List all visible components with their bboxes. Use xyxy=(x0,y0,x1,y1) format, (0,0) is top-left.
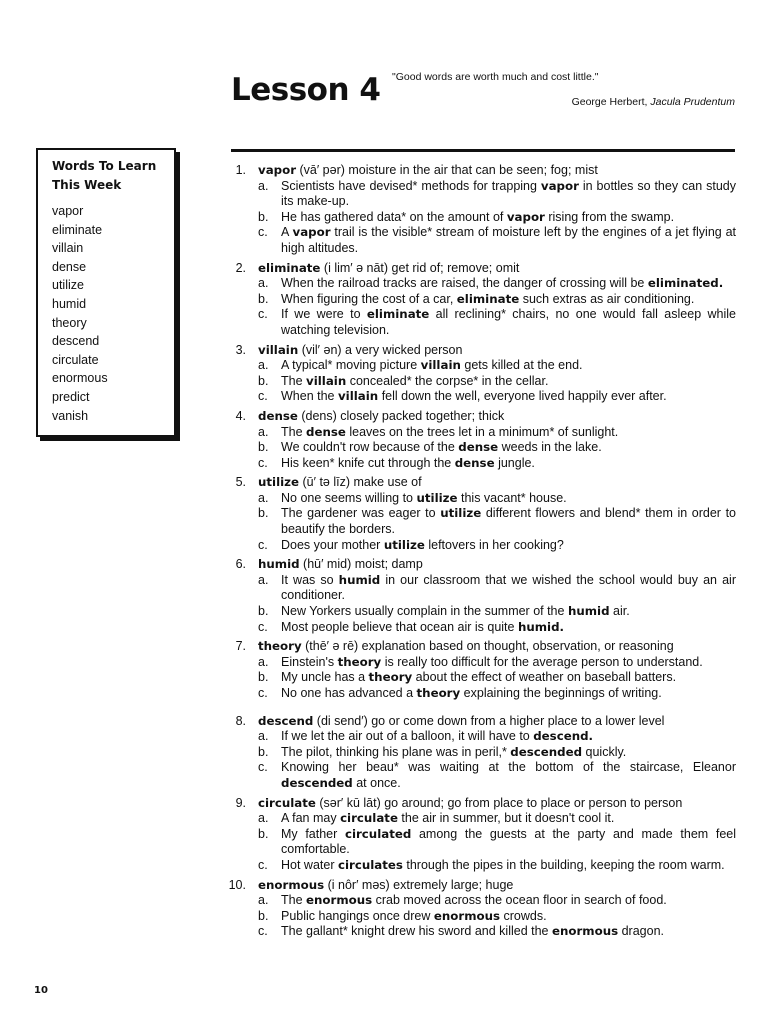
sentence-text: leaves on the trees let in a minimum* of sunlight. xyxy=(345,424,619,439)
sentence-text: A fan may xyxy=(281,811,341,826)
sidebar-word: villain xyxy=(52,241,84,256)
example-sentence xyxy=(258,276,736,292)
sentence-text: Einstein's xyxy=(281,654,338,669)
sentence-keyword: theory xyxy=(337,654,382,669)
sentence-text: trail is the visible* stream of moisture left by the engines of a jet flying at high altitudes. xyxy=(281,225,736,255)
entry-number: 5. xyxy=(235,475,246,490)
sentence-text: No one seems willing to xyxy=(281,490,417,505)
example-sentence xyxy=(258,440,736,456)
sentence-letter: a. xyxy=(258,276,269,291)
sentence-letter: a. xyxy=(258,654,269,669)
sentence-letter: b. xyxy=(258,291,269,306)
sentence-letter: c. xyxy=(258,686,268,700)
sentence-text: When the xyxy=(281,389,338,404)
entry-definition: (i lim′ ə nāt) get rid of; remove; omit xyxy=(320,260,520,275)
entry-headline xyxy=(258,796,736,812)
sentence-keyword: vapor xyxy=(506,209,545,224)
sentence-letter: b. xyxy=(258,604,269,619)
sentence-letter: b. xyxy=(258,826,269,841)
sentence-keyword: eliminate xyxy=(366,307,430,322)
sentence-text: If we were to xyxy=(281,307,367,322)
sentence-text: The xyxy=(281,893,307,908)
entry-word: humid xyxy=(258,557,300,572)
example-sentence xyxy=(258,225,736,256)
sentence-text: The gardener was eager to xyxy=(281,506,441,521)
sentence-letter: a. xyxy=(258,490,269,505)
sentence-keyword: enormous xyxy=(306,893,373,908)
sentence-letter: c. xyxy=(258,307,268,322)
sentence-letter: b. xyxy=(258,506,269,521)
sentence-text: A typical* moving picture xyxy=(281,358,421,373)
sentence-text: When the railroad tracks are raised, the danger of crossing will be xyxy=(281,276,648,291)
sentence-text: about the effect of weather on baseball batters. xyxy=(412,670,677,685)
quote-text: "Good words are worth much and cost little." xyxy=(392,71,599,83)
example-sentence xyxy=(258,924,736,940)
sentence-text: A xyxy=(281,225,293,240)
sentence-text: crab moved across the ocean floor in search of food. xyxy=(372,893,667,908)
entry-number: 4. xyxy=(235,408,246,423)
sentence-keyword: humid xyxy=(567,604,610,619)
sidebar-word: utilize xyxy=(52,278,84,293)
sidebar-word: theory xyxy=(52,315,87,330)
sentence-letter: b. xyxy=(258,373,269,388)
sentence-text: Does your mother xyxy=(281,537,384,552)
example-sentence xyxy=(258,620,736,636)
sentence-keyword: humid. xyxy=(517,619,565,634)
sentence-text: Public hangings once drew xyxy=(281,908,434,923)
lesson-title: Lesson 4 xyxy=(231,72,381,108)
quote-attribution xyxy=(572,95,735,109)
sidebar-word: circulate xyxy=(52,352,99,367)
example-sentence xyxy=(258,686,736,702)
sidebar-word: humid xyxy=(52,296,87,311)
example-sentence xyxy=(258,292,736,308)
sentence-letter: a. xyxy=(258,893,269,908)
sidebar-word: vanish xyxy=(52,408,89,423)
example-sentence xyxy=(258,893,736,909)
sentence-keyword: theory xyxy=(368,670,413,685)
sentence-letter: a. xyxy=(258,424,269,439)
entry-word: enormous xyxy=(258,877,325,892)
sentence-keyword: villain xyxy=(337,389,379,404)
vocab-entry xyxy=(224,343,736,405)
sentence-keyword: eliminate xyxy=(456,291,520,306)
sentence-text: Most people believe that ocean air is quite xyxy=(281,619,518,634)
entry-headline xyxy=(258,409,736,425)
vocab-entry xyxy=(224,409,736,471)
sentence-letter: b. xyxy=(258,670,269,685)
sidebar-word: predict xyxy=(52,389,90,404)
vocab-entry xyxy=(224,796,736,874)
sidebar-word: vapor xyxy=(52,204,84,218)
entry-definition: (vā′ pər) moisture in the air that can be seen; fog; mist xyxy=(296,163,598,177)
example-sentence xyxy=(258,760,736,791)
sentence-letter: b. xyxy=(258,744,269,759)
sentence-text: this vacant* house. xyxy=(457,490,567,505)
entry-definition: (i nôr′ məs) extremely large; huge xyxy=(324,877,514,892)
entry-number: 9. xyxy=(235,795,246,810)
sentence-keyword: descended xyxy=(281,775,353,790)
sidebar-word: enormous xyxy=(52,371,108,386)
sentence-keyword: utilize xyxy=(416,490,458,505)
quote-author: George Herbert, xyxy=(571,96,648,108)
sentence-keyword: circulates xyxy=(337,857,403,872)
entry-word: descend xyxy=(258,713,314,728)
sentence-letter: b. xyxy=(258,908,269,923)
example-sentence xyxy=(258,827,736,858)
entry-definition: (sər′ kū lāt) go around; go from place to place or person to person xyxy=(315,795,683,810)
sentence-letter: a. xyxy=(258,358,269,373)
sentence-keyword: dense xyxy=(454,455,495,470)
sentence-text: gets killed at the end. xyxy=(460,358,583,373)
sentence-text: is really too difficult for the average person to understand. xyxy=(381,654,703,669)
sentence-letter: c. xyxy=(258,760,268,775)
entry-headline xyxy=(258,163,736,179)
sentence-keyword: utilize xyxy=(383,537,425,552)
sentence-text: My uncle has a xyxy=(281,670,369,685)
example-sentence xyxy=(258,491,736,507)
entry-word: vapor xyxy=(258,163,297,177)
sentence-text: the air in summer, but it doesn't cool it. xyxy=(397,811,615,826)
sentence-letter: c. xyxy=(258,537,268,552)
sentence-text: Knowing her beau* was waiting at the bottom of the staircase, Eleanor xyxy=(281,760,736,775)
entry-definition: (hū′ mid) moist; damp xyxy=(299,557,423,572)
sentence-keyword: villain xyxy=(420,358,461,373)
sentence-text: among the guests at the party and made them feel comfortable. xyxy=(281,826,736,857)
sentence-keyword: enormous xyxy=(551,924,619,939)
sentence-keyword: utilize xyxy=(440,506,482,521)
sentence-letter: c. xyxy=(258,619,268,634)
sentence-text: through the pipes in the building, keeping the room warm. xyxy=(402,857,725,872)
sentence-text: weeds in the lake. xyxy=(498,440,602,455)
sentence-text: concealed* the corpse* in the cellar. xyxy=(346,373,549,388)
sentence-text: If we let the air out of a balloon, it will have to xyxy=(281,729,534,744)
example-sentence xyxy=(258,538,736,554)
sentence-text: in our classroom that we wished the school would buy an air conditioner. xyxy=(281,572,736,603)
sentence-letter: c. xyxy=(258,857,268,872)
sentence-keyword: humid xyxy=(338,572,381,587)
example-sentence xyxy=(258,389,736,405)
entry-word: dense xyxy=(258,408,298,423)
entry-headline xyxy=(258,557,736,573)
sentence-text: at once. xyxy=(352,775,401,790)
entry-headline xyxy=(258,878,736,894)
sentence-text: quickly. xyxy=(582,744,627,759)
sentence-text: New Yorkers usually complain in the summer of the xyxy=(281,604,568,619)
vocab-entry xyxy=(224,639,736,701)
sentence-text: all reclining* chairs, no one would fall asleep while watching television. xyxy=(281,307,736,337)
sentence-text: The xyxy=(281,424,307,439)
sentence-keyword: vapor xyxy=(540,178,579,193)
sentence-letter: b. xyxy=(258,440,269,455)
sentence-text: The gallant* knight drew his sword and killed the xyxy=(281,924,552,939)
sentence-keyword: circulate xyxy=(340,811,398,826)
quote-work: Jacula Prudentum xyxy=(650,96,735,108)
example-sentence xyxy=(258,745,736,761)
page-number: 10 xyxy=(34,985,48,996)
sentence-keyword: descend. xyxy=(533,729,594,744)
sentence-text: The xyxy=(281,373,307,388)
sentence-text: The pilot, thinking his plane was in peril,* xyxy=(281,744,511,759)
vocab-entry xyxy=(224,557,736,635)
example-sentence xyxy=(258,811,736,827)
entry-number: 8. xyxy=(235,713,246,728)
sentence-text: leftovers in her cooking? xyxy=(424,537,564,552)
example-sentence xyxy=(258,670,736,686)
sentence-text: No one has advanced a xyxy=(281,686,417,700)
sentence-keyword: eliminated. xyxy=(647,276,724,291)
entry-number: 3. xyxy=(235,342,246,357)
sentence-text: My father xyxy=(281,826,345,841)
sentence-text: When figuring the cost of a car, xyxy=(281,291,457,306)
example-sentence xyxy=(258,729,736,745)
entry-headline xyxy=(258,475,736,491)
sentence-keyword: villain xyxy=(306,373,347,388)
sentence-letter: c. xyxy=(258,455,268,470)
sentence-letter: c. xyxy=(258,225,268,240)
sentence-text: rising from the swamp. xyxy=(544,209,675,224)
sentence-text: Scientists have devised* methods for trapping xyxy=(281,178,541,193)
sentence-letter: a. xyxy=(258,572,269,587)
example-sentence xyxy=(258,210,736,226)
sentence-letter: b. xyxy=(258,209,269,224)
sentence-text: crowds. xyxy=(500,908,547,923)
vocab-entry xyxy=(224,163,736,257)
entry-word: circulate xyxy=(258,795,316,810)
sentence-letter: c. xyxy=(258,389,268,404)
sidebar-word: descend xyxy=(52,334,100,349)
sentence-letter: a. xyxy=(258,178,269,193)
entry-headline xyxy=(258,261,736,277)
entry-word: utilize xyxy=(258,475,300,490)
vocab-entry xyxy=(224,475,736,553)
entry-definition: (dens) closely packed together; thick xyxy=(297,408,505,423)
sentence-keyword: circulated xyxy=(344,826,412,841)
words-to-learn-list xyxy=(52,202,174,425)
sentence-text: such extras as air conditioning. xyxy=(519,291,695,306)
entry-number: 2. xyxy=(235,260,246,275)
header-divider xyxy=(231,149,735,152)
entry-word: villain xyxy=(258,342,299,357)
example-sentence xyxy=(258,374,736,390)
entry-headline xyxy=(258,714,736,730)
entry-number: 10. xyxy=(228,877,246,892)
example-sentence xyxy=(258,179,736,210)
sentence-text: explaining the beginnings of writing. xyxy=(460,686,662,700)
entry-definition: (ū′ tə līz) make use of xyxy=(299,475,422,490)
sentence-letter: c. xyxy=(258,924,268,939)
sentence-text: His keen* knife cut through the xyxy=(281,455,455,470)
entry-definition: (vil′ ən) a very wicked person xyxy=(298,342,463,357)
sentence-keyword: descended xyxy=(510,744,583,759)
example-sentence xyxy=(258,655,736,671)
entry-headline xyxy=(258,343,736,359)
example-sentence xyxy=(258,909,736,925)
example-sentence xyxy=(258,358,736,374)
entry-definition: (thē′ ə rē) explanation based on thought, observation, or reasoning xyxy=(301,639,674,654)
words-to-learn-box xyxy=(36,148,176,437)
sentence-text: Hot water xyxy=(281,857,338,872)
sentence-keyword: dense xyxy=(306,424,346,439)
sentence-letter: a. xyxy=(258,811,269,826)
sentence-keyword: vapor xyxy=(292,225,331,240)
entry-headline xyxy=(258,639,736,655)
vocabulary-entries xyxy=(224,159,736,940)
entry-definition: (di send′) go or come down from a higher place to a lower level xyxy=(313,713,665,728)
example-sentence xyxy=(258,456,736,472)
sentence-text: dragon. xyxy=(618,924,664,939)
sentence-keyword: enormous xyxy=(433,908,501,923)
sentence-text: jungle. xyxy=(494,455,535,470)
sidebar-word: dense xyxy=(52,259,87,274)
sentence-text: different flowers and blend* them in order to beautify the borders. xyxy=(281,506,736,537)
vocab-entry xyxy=(224,878,736,940)
example-sentence xyxy=(258,307,736,338)
example-sentence xyxy=(258,506,736,537)
entry-number: 6. xyxy=(235,557,246,572)
example-sentence xyxy=(258,573,736,604)
sentence-text: We couldn't row because of the xyxy=(281,440,459,455)
entry-word: eliminate xyxy=(258,260,321,275)
entry-number: 1. xyxy=(235,163,246,177)
sentence-text: in bottles so they can study its make-up. xyxy=(281,178,736,209)
words-to-learn-title: Words To Learn This Week xyxy=(52,159,157,192)
entry-number: 7. xyxy=(235,639,246,654)
sentence-text: He has gathered data* on the amount of xyxy=(281,209,507,224)
example-sentence xyxy=(258,604,736,620)
sidebar-word: eliminate xyxy=(52,222,103,237)
sentence-letter: a. xyxy=(258,729,269,744)
vocab-entry xyxy=(224,714,736,792)
sentence-text: air. xyxy=(609,604,630,619)
example-sentence xyxy=(258,858,736,874)
sentence-text: It was so xyxy=(281,572,339,587)
sentence-text: fell down the well, everyone lived happily ever after. xyxy=(378,389,667,404)
sentence-keyword: theory xyxy=(416,686,461,700)
sentence-keyword: dense xyxy=(458,440,499,455)
vocab-entry xyxy=(224,261,736,339)
example-sentence xyxy=(258,425,736,441)
entry-word: theory xyxy=(258,639,302,654)
